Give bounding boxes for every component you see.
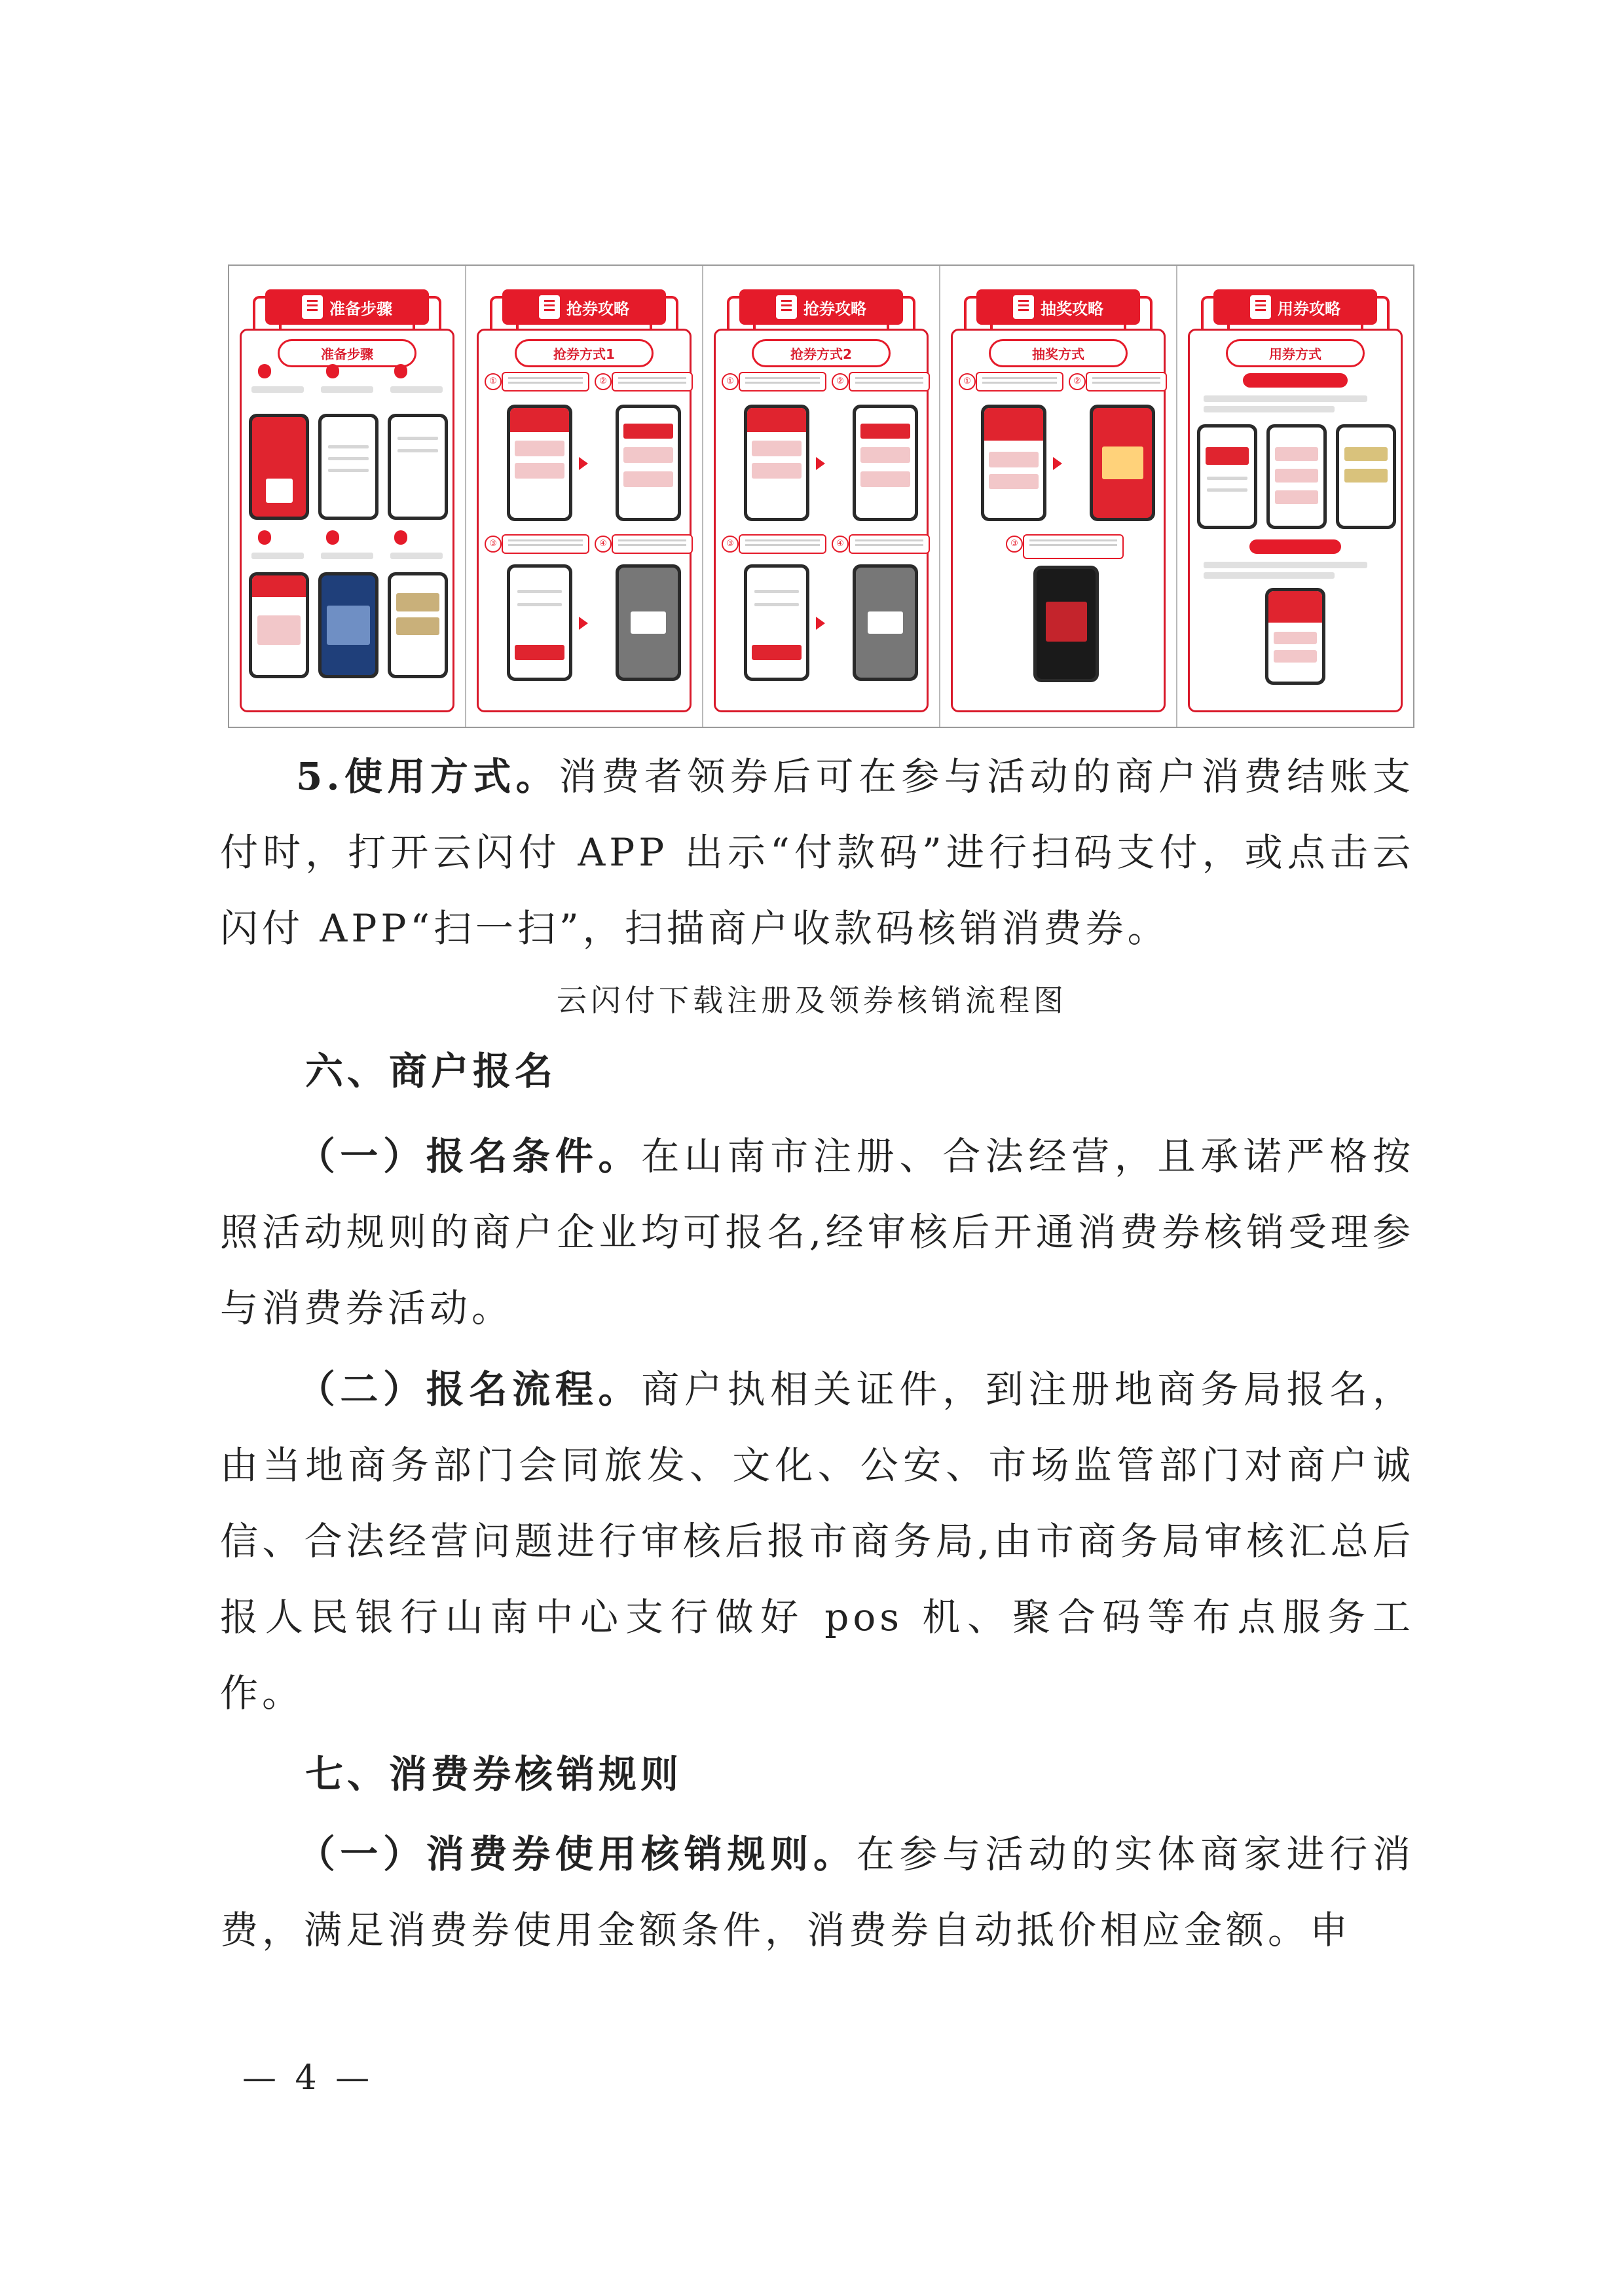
panel-title: 抢券攻略 <box>739 289 903 325</box>
step-tag <box>1249 539 1341 554</box>
paragraph-process <box>220 1351 1414 1731</box>
section-heading: 七、消费券核销规则 <box>305 1752 683 1796</box>
section-heading: 六、商户报名 <box>305 1049 557 1093</box>
phone-mockup <box>616 405 681 521</box>
panel-use <box>1177 266 1413 727</box>
phone-mockup <box>249 572 309 678</box>
phone-mockup <box>1197 424 1257 529</box>
paragraph-conditions <box>220 1118 1414 1346</box>
paragraph-rules <box>220 1816 1414 1968</box>
paragraph-text: 在参与活动的实体商家进行消费，满足消费券使用金额条件，消费券自动抵价相应金额。申 <box>220 1832 1414 1952</box>
phone-mockup <box>507 564 572 681</box>
document-icon <box>302 295 323 319</box>
panel-prepare <box>229 266 466 727</box>
phone-mockup <box>249 414 309 520</box>
document-icon <box>776 295 797 319</box>
step-tag <box>326 364 339 378</box>
paragraph-lead: （一）报名条件。 <box>296 1134 642 1178</box>
paragraph-text: 在山南市注册、合法经营，且承诺严格按照活动规则的商户企业均可报名,经审核后开通消费券核销受理参与消费券活动。 <box>220 1134 1414 1330</box>
phone-mockup <box>1090 405 1155 521</box>
phone-mockup <box>1266 424 1327 529</box>
paragraph-lead: （一）消费券使用核销规则。 <box>296 1832 857 1876</box>
step-tag <box>394 364 407 378</box>
panel-subtitle: 用券方式 <box>1226 339 1365 367</box>
phone-mockup <box>507 405 572 521</box>
phone-mockup <box>853 405 918 521</box>
step-tag <box>1243 373 1348 388</box>
phone-mockup <box>1265 588 1325 685</box>
panel-title: 用券攻略 <box>1213 289 1377 325</box>
panel-grab-1: 抢券攻略 抢券方式1 ① ② ③ ④ <box>466 266 703 727</box>
arrow-icon <box>816 457 825 470</box>
panel-subtitle: 准备步骤 <box>278 339 416 367</box>
phone-mockup <box>853 564 918 681</box>
phone-mockup <box>1033 566 1099 682</box>
arrow-icon <box>1053 457 1062 470</box>
document-icon <box>1013 295 1034 319</box>
phone-mockup <box>318 414 378 520</box>
paragraph-usage <box>220 738 1414 966</box>
paragraph-text: 商户执相关证件，到注册地商务局报名，由当地商务部门会同旅发、文化、公安、市场监管部门对商户诚信、合法经营问题进行审核后报市商务局,由市商务局审核汇总后报人民银行山南中心支行做好 pos 机、聚合码等布点服务工作。 <box>220 1367 1414 1715</box>
paragraph-text: 消费者领券后可在参与活动的商户消费结账支付时，打开云闪付 APP 出示“付款码”进行扫码支付，或点击云闪付 APP“扫一扫”，扫描商户收款码核销消费券。 <box>220 754 1414 951</box>
page-number: — 4 — <box>242 2058 374 2098</box>
phone-mockup <box>388 572 448 678</box>
step-tag <box>258 364 271 378</box>
phone-mockup <box>744 405 809 521</box>
phone-mockup <box>616 564 681 681</box>
panel-grab-2: 抢券攻略 抢券方式2 ① ② ③ ④ <box>703 266 940 727</box>
step-tag <box>258 530 271 545</box>
document-icon <box>539 295 560 319</box>
arrow-icon <box>579 617 588 630</box>
panel-subtitle: 抢券方式1 <box>515 339 654 367</box>
phone-mockup <box>388 414 448 520</box>
phone-mockup <box>1336 424 1396 529</box>
arrow-icon <box>816 617 825 630</box>
flowchart-figure <box>228 264 1414 728</box>
paragraph-lead: （二）报名流程。 <box>296 1367 642 1412</box>
document-icon <box>1250 295 1271 319</box>
step-tag <box>394 530 407 545</box>
phone-mockup <box>318 572 378 678</box>
panel-title: 准备步骤 <box>265 289 429 325</box>
arrow-icon <box>579 457 588 470</box>
step-tag <box>326 530 339 545</box>
panel-subtitle: 抢券方式2 <box>752 339 891 367</box>
panel-subtitle: 抽奖方式 <box>989 339 1128 367</box>
figure-caption: 云闪付下载注册及领券核销流程图 <box>557 983 1067 1018</box>
panel-title: 抢券攻略 <box>502 289 666 325</box>
paragraph-lead: 5.使用方式。 <box>296 754 559 799</box>
panel-lottery: 抽奖攻略 抽奖方式 ① ② ③ <box>940 266 1177 727</box>
phone-mockup <box>981 405 1046 521</box>
phone-mockup <box>744 564 809 681</box>
panel-title: 抽奖攻略 <box>976 289 1140 325</box>
